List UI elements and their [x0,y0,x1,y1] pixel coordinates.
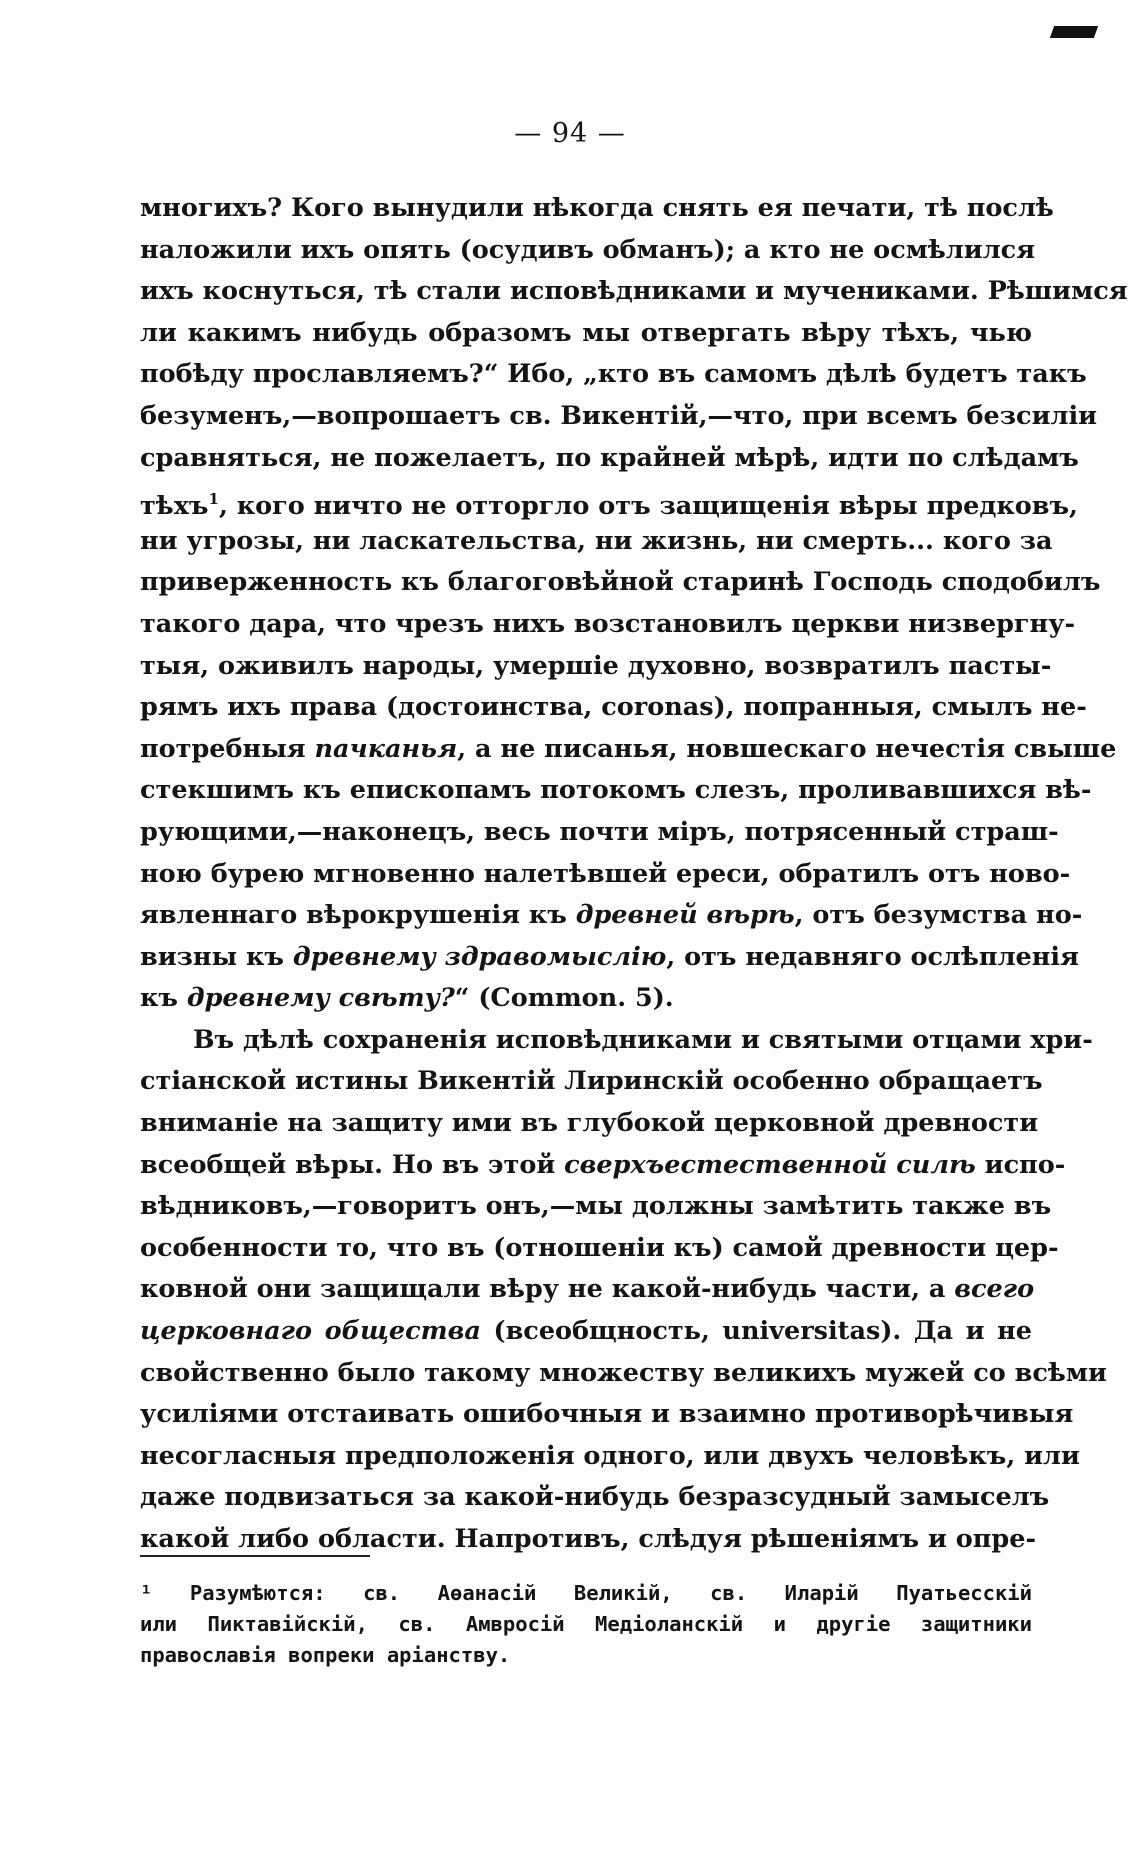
text-line [140,687,1087,729]
text-segment: ли какимъ нибудь образомъ мы отвергать вѣру тѣхъ, чью [140,317,1032,348]
text-line [140,770,1092,812]
text-segment: рямъ ихъ права (достоинства, coronas), попранныя, смылъ не- [140,692,1087,723]
italic-phrase: древнему свѣту? [186,983,455,1014]
text-segment: наложили ихъ опять (осудивъ обманъ); а кто не осмѣлился [140,234,1036,265]
text-line [140,188,1054,230]
text-segment: вѣдниковъ,—говоритъ онъ,—мы должны замѣтить также въ [140,1191,1052,1222]
text-segment: потребныя [140,733,315,764]
text-line [140,1353,1107,1395]
text-segment: тыя, оживилъ народы, умершіе духовно, возвратилъ пасты- [140,650,1052,681]
text-line [140,1228,1059,1270]
text-segment: , отъ недавняго ослѣпленія [666,941,1079,972]
italic-phrase: древней вѣрѣ [575,900,795,931]
italic-phrase: церковнаго общества [140,1316,481,1347]
text-segment: такого дара, что чрезъ нихъ возстановилъ церкви низвергну- [140,608,1076,639]
text-line [140,354,1087,396]
text-segment: Въ дѣлѣ сохраненія исповѣдниками и святыми отцами хри- [193,1024,1093,1055]
text-line [140,1269,1035,1311]
text-segment: приверженность къ благоговѣйной старинѣ Господь сподобилъ [140,567,1101,598]
text-segment: даже подвизаться за какой-нибудь безразсудный замыселъ [140,1482,1050,1513]
italic-phrase: пачканья [314,733,458,764]
italic-phrase: древнему здравомыслію [292,941,667,972]
footnote-divider [140,1555,370,1557]
text-line [140,230,1036,272]
text-segment: (всеобщность, universitas). Да и не [480,1316,1032,1347]
text-line [140,396,1098,438]
text-segment: стекшимъ къ епископамъ потокомъ слезъ, проливавшихся вѣ- [140,775,1092,806]
footnote-marker: 1 [208,490,219,509]
page-number: — 94 — [514,118,626,149]
text-segment: какой либо области. Напротивъ, слѣдуя рѣшеніямъ и опре- [140,1524,1037,1554]
text-line [140,313,1032,355]
text-segment: вниманіе на защиту ими въ глубокой церковной древности [140,1108,1039,1139]
text-line [140,812,1059,854]
text-segment: тѣхъ [140,491,209,522]
text-segment: несогласныя предположенія одного, или двухъ человѣкъ, или [140,1440,1080,1471]
text-line [140,521,1053,563]
text-line [140,1186,1052,1228]
text-segment: явленнаго вѣрокрушенія къ [140,900,576,931]
text-line [140,1477,1050,1519]
text-segment: свойственно было такому множеству великихъ мужей со всѣми [140,1357,1107,1388]
italic-phrase: сверхъестественной силѣ [564,1149,976,1180]
text-segment: “ (Common. 5). [454,983,674,1014]
italic-phrase: всего [954,1274,1035,1305]
text-line [140,479,1078,522]
scan-mark [1050,26,1098,38]
text-segment: побѣду прославляемъ?“ Ибо, „кто въ самомъ дѣлѣ будетъ такъ [140,359,1087,390]
text-line [140,1061,1043,1103]
text-line [140,895,1083,937]
text-segment: , а не писанья, новшескаго нечестія свыше [457,733,1117,764]
text-line [140,854,1071,896]
text-line [140,438,1079,480]
text-segment: ковной они защищали вѣру не какой-нибудь части, а [140,1274,955,1305]
text-line [140,729,1117,771]
text-segment: испо- [975,1149,1066,1180]
text-segment: сравняться, не пожелаетъ, по крайней мѣрѣ, идти по слѣдамъ [140,442,1079,473]
footnote-line: или Пиктавійскій, св. Амвросій Медіоланскій и другіе защитники [140,1612,1032,1636]
text-line [140,562,1101,604]
text-segment: визны къ [140,941,293,972]
text-segment: стіанской истины Викентій Лиринскій особенно обращаетъ [140,1066,1043,1097]
text-line [140,1436,1080,1478]
text-line [140,1145,1066,1187]
footnote-line: православія вопреки аріанству. [140,1643,511,1667]
text-segment: особенности то, что въ (отношеніи къ) самой древности цер- [140,1232,1059,1263]
text-segment: ною бурею мгновенно налетѣвшей ереси, обратилъ отъ ново- [140,858,1071,889]
text-line [140,604,1076,646]
text-line [140,1311,1032,1353]
footnote [140,1578,1032,1671]
text-line [140,646,1052,688]
footnote-line: ¹ Разумѣются: св. Аѳанасій Великій, св. Иларій Пуатьесскій [140,1581,1032,1605]
text-segment: многихъ? Кого вынудили нѣкогда снять ея печати, тѣ послѣ [140,193,1054,223]
text-segment: безуменъ,—вопрошаетъ св. Викентій,—что, при всемъ безсиліи [140,400,1098,431]
text-line [140,937,1079,979]
text-line [140,1394,1074,1436]
text-segment: рующими,—наконецъ, весь почти міръ, потрясенный страш- [140,816,1059,847]
text-line [140,271,1128,313]
text-segment: всеобщей вѣры. Но въ этой [140,1149,565,1180]
text-line [140,1103,1039,1145]
text-segment: ихъ коснуться, тѣ стали исповѣдниками и мучениками. Рѣшимся [140,276,1128,307]
text-segment: , кого ничто не отторгло отъ защищенія вѣры предковъ, [218,491,1078,522]
text-segment: , отъ безумства но- [794,900,1083,931]
text-line [140,978,1032,1020]
text-segment: ни угрозы, ни ласкательства, ни жизнь, ни смерть... кого за [140,525,1053,556]
text-segment: къ [140,983,187,1014]
body-text [140,188,1128,1561]
text-line [140,1020,1093,1062]
text-segment: усиліями отстаивать ошибочныя и взаимно противорѣчивыя [140,1399,1074,1430]
